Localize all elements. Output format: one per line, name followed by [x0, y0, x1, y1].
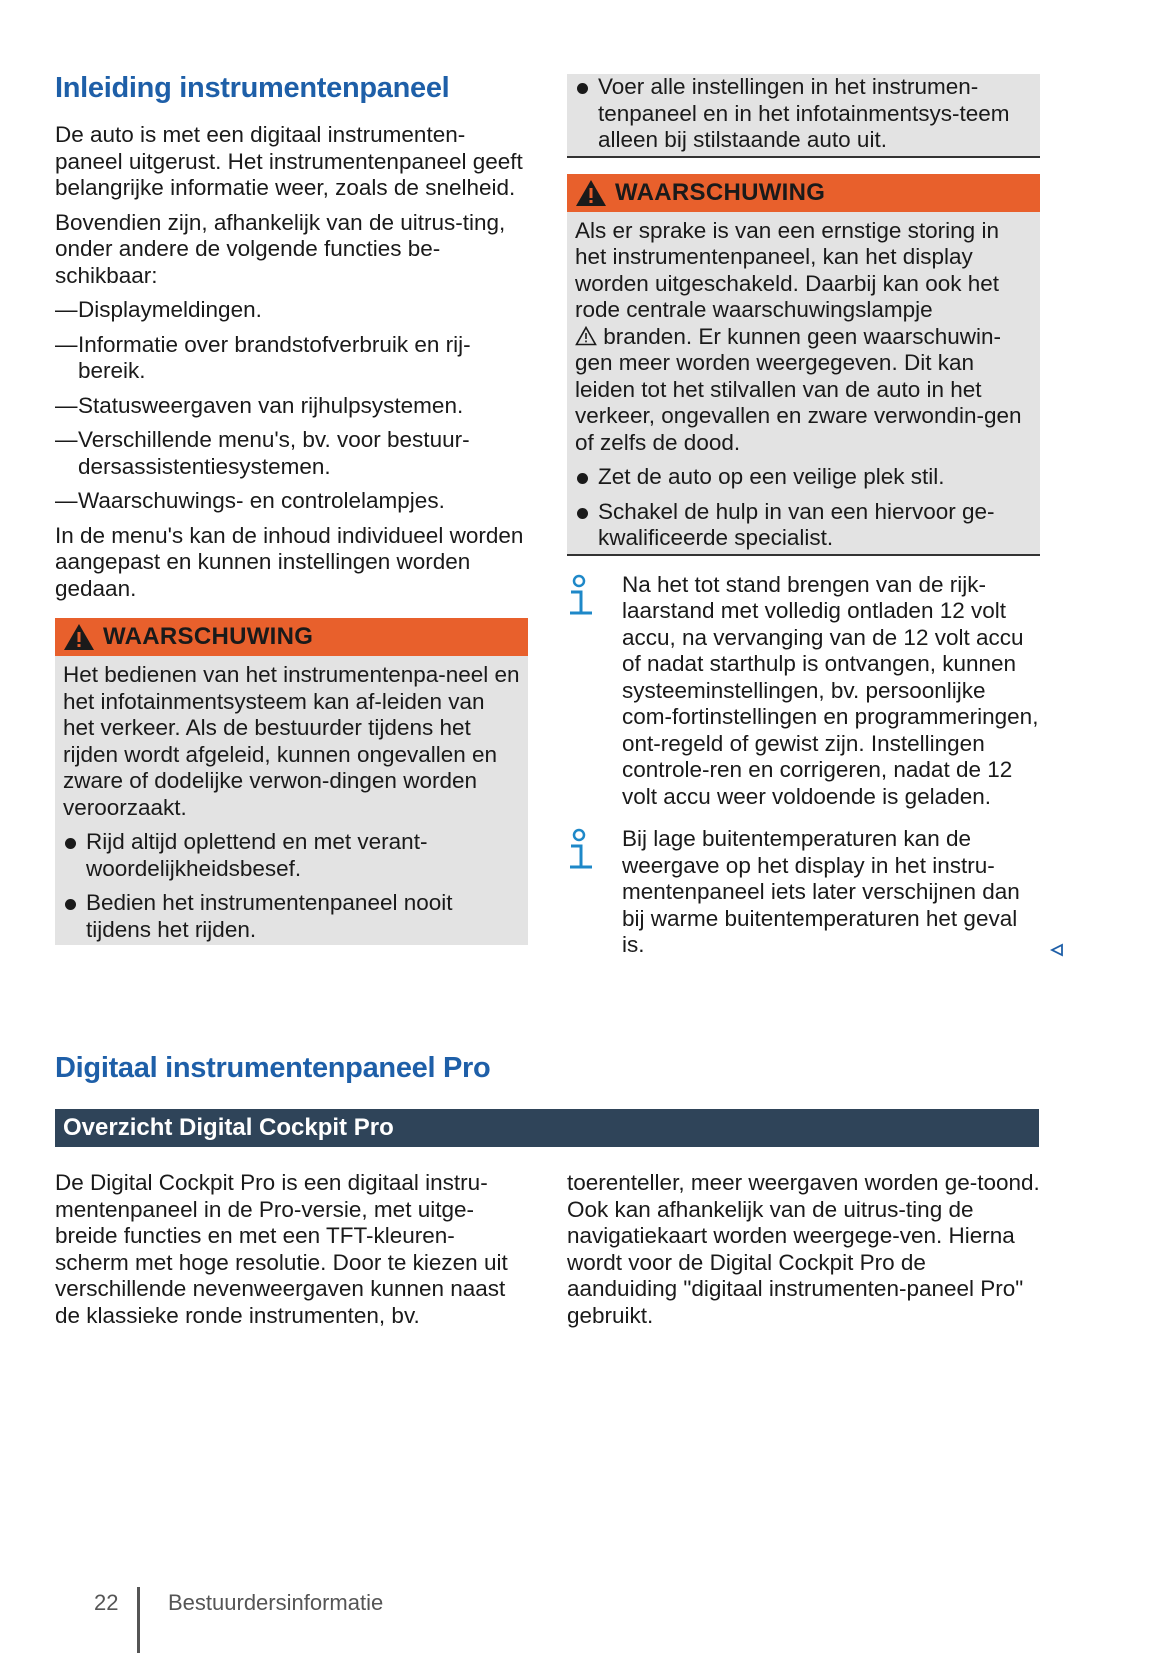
- warning-header: [567, 174, 1040, 212]
- list-item: — Displaymeldingen.: [55, 297, 262, 322]
- info-text: Bij lage buitentemperaturen kan de weergave op het display in het instru-mentenpaneel iets later verschijnen dan bij warme buitentemperaturen het geval is.: [622, 826, 1020, 957]
- info-note-1: [567, 572, 1040, 811]
- warning-bullets: [63, 829, 520, 943]
- warning-lamp-icon: [575, 326, 597, 346]
- warning-text: Het bedienen van het instrumentenpa-neel en het infotainmentsysteem kan af-leiden van het verkeer. Als de bestuurder tijdens het rijden wordt afgeleid, kunnen ongevallen en zware of dodelijke verwon-dingen worden veroorzaakt.: [63, 662, 520, 820]
- warning-bullets: [575, 464, 1032, 552]
- list-item: Zet de auto op een veilige plek stil.: [575, 464, 1032, 491]
- warning-continued: [567, 74, 1040, 158]
- info-text: Na het tot stand brengen van de rijk-laarstand met volledig ontladen 12 volt accu, na vervanging van de 12 volt accu of nadat starthulp is ontvangen, kunnen systeeminstellingen, bv. persoonlijke com-fortinstellingen en programmeringen, ont-regeld of gewist zijn. Instellingen controle-ren en corrigeren, nadat de 12 volt accu weer voldoende is geladen.: [622, 571, 1039, 809]
- info-icon: [567, 574, 595, 618]
- subsection-title-bar: Overzicht Digital Cockpit Pro: [55, 1109, 1039, 1147]
- info-note-2: [567, 826, 1040, 959]
- menus-paragraph: In de menu's kan de inhoud individueel worden aangepast en kunnen instellingen worden gedaan.: [55, 522, 524, 601]
- list-item: — Verschillende menu's, bv. voor bestuur-dersassistentiesystemen.: [55, 427, 470, 479]
- warning-box-2: [567, 174, 1040, 556]
- footer-section-name: Bestuurdersinformatie: [168, 1590, 384, 1615]
- warning-triangle-icon: [575, 179, 607, 207]
- list-item: — Waarschuwings- en controlelampjes.: [55, 488, 445, 513]
- list-item: Bedien het instrumentenpaneel nooit tijdens het rijden.: [63, 890, 520, 943]
- warning-text: Als er sprake is van een ernstige storing in het instrumentenpaneel, kan het display worden uitgeschakeld. Daarbij kan ook het rode centrale waarschuwingslampje branden. Er kunnen geen waarschuwin-gen meer worden weergegeven. Dit kan leiden tot het stilvallen van de auto in het verkeer, ongevallen en zware verwondin-gen of zelfs de dood.: [575, 217, 1022, 455]
- intro-paragraph: De auto is met een digitaal instrumenten-paneel uitgerust. Het instrumentenpaneel geeft belangrijke informatie weer, zoals de snelheid.: [55, 122, 523, 200]
- digital-cockpit-paragraph-left: De Digital Cockpit Pro is een digitaal instru-mentenpaneel in de Pro-versie, met uitge-breide functies en met een TFT-kleuren-scherm met hoge resolutie. Door te kiezen uit verschillende nevenweergaven kunnen naast de klassieke ronde instrumenten, bv.: [55, 1170, 508, 1328]
- list-item: Voer alle instellingen in het instrumen-tenpaneel en in het infotainmentsys-teem alleen bij stilstaande auto uit.: [575, 74, 1032, 154]
- info-icon: [567, 828, 595, 872]
- list-item: Rijd altijd oplettend en met verant-woordelijkheidsbesef.: [63, 829, 520, 882]
- warning-triangle-icon: [63, 623, 95, 651]
- functions-intro: Bovendien zijn, afhankelijk van de uitrus-ting, onder andere de volgende functies be-schikbaar:: [55, 209, 506, 288]
- digital-cockpit-paragraph-right: toerenteller, meer weergaven worden ge-toond. Ook kan afhankelijk van de uitrus-ting de navigatiekaart worden weergege-ven. Hierna wordt voor de Digital Cockpit Pro de aanduiding "digitaal instrumenten-paneel Pro" gebruikt.: [567, 1170, 1040, 1328]
- warning-body: [55, 656, 528, 945]
- right-column: [567, 74, 1040, 959]
- list-item: — Statusweergaven van rijhulpsystemen.: [55, 392, 464, 418]
- warning-body: [567, 212, 1040, 554]
- functions-list: [55, 297, 528, 515]
- footer-divider: [137, 1587, 140, 1653]
- list-item: Schakel de hulp in van een hiervoor ge-kwalificeerde specialist.: [575, 499, 1032, 552]
- end-of-section-icon: [1050, 943, 1064, 957]
- warning-label: WAARSCHUWING: [103, 623, 314, 650]
- section-title-2: Digitaal instrumentenpaneel Pro: [55, 1052, 491, 1084]
- warning-label: WAARSCHUWING: [615, 178, 826, 206]
- section-title: Inleiding instrumentenpaneel: [55, 72, 450, 104]
- list-item: — Informatie over brandstofverbruik en rij-bereik.: [55, 331, 471, 383]
- warning-header: [55, 618, 528, 656]
- warning-box: [55, 618, 528, 945]
- left-column: [55, 70, 528, 945]
- page-number: 22: [94, 1590, 119, 1615]
